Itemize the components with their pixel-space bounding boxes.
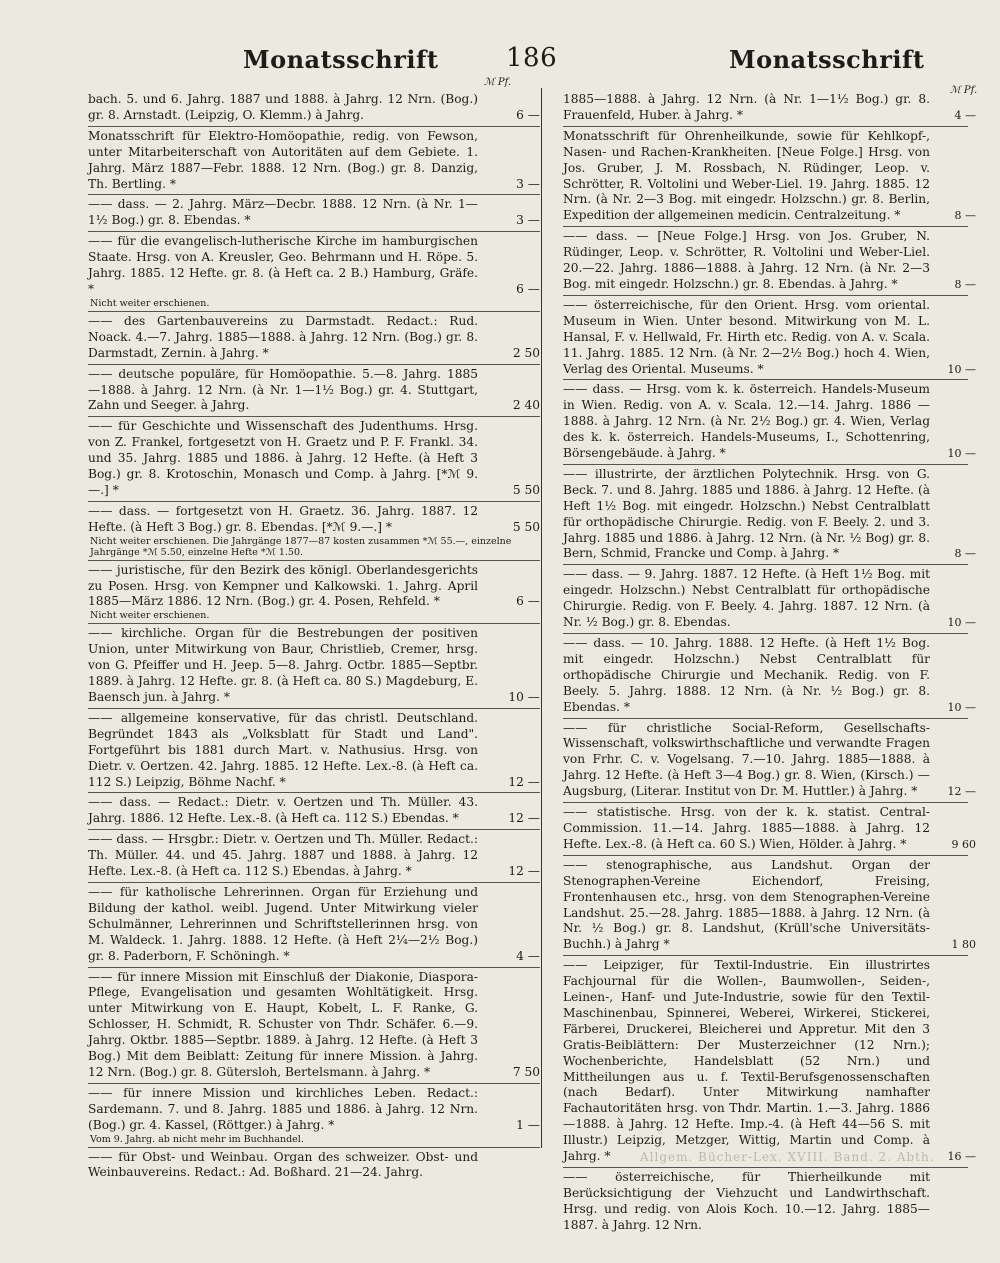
- running-head-left: Monatsschrift: [243, 45, 439, 74]
- catalog-entry: [563, 720, 976, 801]
- entry-text: —— dass. — 9. Jahrg. 1887. 12 Hefte. (à Heft 1½ Bog. mit eingedr. Holzschn.) Nebst Centralblatt für orthopädische Chirurgie. Redig. von F. Beely. 4. Jahrg. 1887. 12 Nrn. (à Nr. ½ Bog.) gr. 8. Ebendas.: [563, 567, 930, 630]
- entry-price: 12 —: [508, 774, 540, 789]
- entry-text: bach. 5. und 6. Jahrg. 1887 und 1888. à Jahrg. 12 Nrn. (Bog.) gr. 8. Arnstadt. (Leipzig, O. Klemm.) à Jahrg.: [88, 92, 478, 122]
- catalog-entry: [88, 234, 540, 298]
- entry-text: —— statistische. Hrsg. von der k. k. statist. Central-Commission. 11.—14. Jahrg. 1885—1888. à Jahrg. 12 Hefte. Lex.-8. (à Heft ca. 60 S.) Wien, Hölder. à Jahrg. *: [563, 805, 930, 851]
- entry-price: 10 —: [947, 362, 976, 376]
- entry-separator: [88, 194, 540, 195]
- entry-separator: [563, 633, 968, 634]
- entry-note: Vom 9. Jahrg. ab nicht mehr im Buchhandel.: [90, 1133, 304, 1145]
- entry-price: 12 —: [947, 785, 976, 799]
- entry-separator: [88, 416, 540, 417]
- catalog-entry: [563, 1170, 968, 1234]
- entry-separator: [563, 718, 968, 719]
- entry-separator: [563, 226, 968, 227]
- entry-price: 5 50: [512, 482, 540, 497]
- entry-separator: [88, 708, 540, 709]
- entry-separator: [88, 231, 540, 232]
- entry-text: —— illustrirte, der ärztlichen Polytechnik. Hrsg. von G. Beck. 7. und 8. Jahrg. 1885 und 1886. à Jahrg. 12 Hefte. (à Heft 1½ Bog. mit eingedr. Holzschn.) Nebst Centralblatt für orthopädische Chirurgie. Redig. von F. Beely. 2. und 3. Jahrg. 1885 und 1886. à Jahrg. 12 Nrn. (à Nr. ½ Bog) gr. 8. Bern, Schmid, Francke und Comp. à Jahrg. *: [563, 466, 930, 561]
- entry-price: 2 40: [512, 398, 540, 413]
- catalog-entry: [563, 466, 976, 562]
- entry-text: —— für Geschichte und Wissenschaft des Judenthums. Hrsg. von Z. Frankel, fortgesetzt von H. Graetz und P. F. Frankl. 34. und 35. Jahrg. 1885 und 1886. à Jahrg. 12 Hefte. (à Heft 3 Bog.) gr. 8. Krotoschin, Monasch und Comp. à Jahrg. [*ℳ 9.—.] *: [88, 419, 478, 497]
- entry-text: 1885—1888. à Jahrg. 12 Nrn. (à Nr. 1—1½ Bog.) gr. 8. Frauenfeld, Huber. à Jahrg. *: [563, 92, 930, 122]
- running-head-right: Monatsschrift: [729, 45, 925, 74]
- entry-separator: [563, 855, 968, 856]
- entry-price: 2 50: [512, 345, 540, 360]
- entry-text: —— für die evangelisch-lutherische Kirche im hamburgischen Staate. Hrsg. von A. Kreusler, Geo. Behrmann und H. Röpe. 5. Jahrg. 1885. 12 Hefte. gr. 8. (à Heft ca. 2 B.) Hamburg, Gräfe. *: [88, 234, 478, 296]
- entry-price: 4 —: [954, 108, 976, 122]
- column-divider: [541, 88, 542, 1148]
- entry-separator: [563, 802, 968, 803]
- entry-price: 1 80: [951, 938, 976, 952]
- currency-label-right: ℳ Pf.: [950, 85, 978, 96]
- entry-text: —— des Gartenbauvereins zu Darmstadt. Redact.: Rud. Noack. 4.—7. Jahrg. 1885—1888. à Jahrg. 12 Nrn. (Bog.) gr. 8. Darmstadt, Zernin. à Jahrg. *: [88, 313, 478, 360]
- entry-text: —— dass. — fortgesetzt von H. Graetz. 36. Jahrg. 1887. 12 Hefte. (à Heft 3 Bog.) gr. 8. Ebendas. [*ℳ 9.—.] *: [88, 503, 478, 534]
- left-column: [88, 92, 540, 1181]
- entry-text: Monatsschrift für Elektro-Homöopathie, redig. von Fewson, unter Mitarbeiterschaft von Autoritäten auf dem Gebiete. 1. Jahrg. März 1887—Febr. 1888. 12 Nrn. (Bog.) gr. 8. Danzig, Th. Bertling. *: [88, 128, 478, 191]
- entry-text: —— dass. — [Neue Folge.] Hrsg. von Jos. Gruber, N. Rüdinger, Leop. v. Schrötter, R. Voltolini und Weber-Liel. 20.—22. Jahrg. 1886—1888. à Jahrg. 12 Nrn. (à Nr. 2—3 Bog. mit eingedr. Holzschn.) gr. 8. Ebendas. à Jahrg. *: [563, 229, 930, 291]
- entry-text: —— dass. — 10. Jahrg. 1888. 12 Hefte. (à Heft 1½ Bog. mit eingedr. Holzschn.) Nebst Centralblatt für orthopädische Chirurgie und Mechanik. Redig. von F. Beely. 5. Jahrg. 1888. 12 Nrn. (à Nr. ½ Bog.) gr. 8. Ebendas. *: [563, 636, 930, 714]
- catalog-entry: [563, 857, 976, 953]
- entry-text: —— für katholische Lehrerinnen. Organ für Erziehung und Bildung der kathol. weibl. Jugend. Unter Mitwirkung vieler Schulmänner, Lehrerinnen und Schriftstellerinnen hrsg. von M. Waldeck. 1. Jahrg. 1888. 12 Hefte. (à Heft 2¼—2½ Bog.) gr. 8. Paderborn, F. Schöningh. *: [88, 884, 478, 963]
- catalog-entry: [88, 795, 540, 827]
- catalog-entry: [88, 885, 540, 965]
- entry-price: 3 —: [516, 213, 540, 228]
- catalog-entry: [88, 419, 540, 499]
- catalog-entry: [563, 805, 976, 853]
- page-header: [0, 40, 1000, 80]
- catalog-entry: [563, 958, 976, 1165]
- bleed-through-text: Allgem. Bücher-Lex. XVIII. Band. 2. Abth.: [640, 1150, 935, 1164]
- entry-text: —— für innere Mission mit Einschluß der Diakonie, Diaspora-Pflege, Evangelisation und gesamten Wohltätigkeit. Hrsg. unter Mitwirkung von E. Haupt, Kobelt, L. F. Ranke, G. Schlosser, H. Schmidt, R. Schuster von Thdr. Schäfer. 6.—9. Jahrg. Oktbr. 1885—Septbr. 1889. à Jahrg. 12 Hefte. (à Heft 3 Bog.) Mit dem Beiblatt: Zeitung für innere Mission. à Jahrg. 12 Nrn. (Bog.) gr. 8. Gütersloh, Bertelsmann. à Jahrg. *: [88, 969, 478, 1079]
- entry-separator: [563, 955, 968, 956]
- catalog-entry: [88, 1086, 540, 1134]
- entry-text: Monatsschrift für Ohrenheilkunde, sowie für Kehlkopf-, Nasen- und Rachen-Krankheiten. [Neue Folge.] Hrsg. von Jos. Gruber, J. M. Rossbach, N. Rüdinger, Leop. v. Schrötter, R. Voltolini und Weber-Liel. 19. Jahrg. 1885. 12 Nrn. (à Nr. 2—3 Bog. mit eingedr. Holzschn.) gr. 8. Berlin, Expedition der allgemeinen medicin. Centralzeitung. *: [563, 128, 930, 223]
- entry-separator: [88, 1147, 540, 1148]
- entry-price: 3 —: [516, 176, 540, 191]
- entry-separator: [88, 967, 540, 968]
- entry-text: —— österreichische, für Thierheilkunde mit Berücksichtigung der Viehzucht und Landwirthschaft. Hrsg. und redig. von Alois Koch. 10.—12. Jahrg. 1885—1887. à Jahrg. 12 Nrn.: [563, 1170, 930, 1232]
- entry-price: 8 —: [954, 277, 976, 291]
- entry-price: 7 50: [512, 1064, 540, 1079]
- entry-text: —— deutsche populäre, für Homöopathie. 5.—8. Jahrg. 1885 —1888. à Jahrg. 12 Nrn. (à Nr. 1—1½ Bog.) gr. 4. Stuttgart, Zahn und Seeger. à Jahrg.: [88, 366, 478, 413]
- entry-text: —— für innere Mission und kirchliches Leben. Redact.: Sardemann. 7. und 8. Jahrg. 1885 und 1886. à Jahrg. 12 Nrn. (Bog.) gr. 4. Kassel, (Röttger.) à Jahrg. *: [88, 1085, 478, 1132]
- entry-text: —— für Obst- und Weinbau. Organ des schweizer. Obst- und Weinbauvereins. Redact.: Ad. Boßhard. 21—24. Jahrg.: [88, 1149, 478, 1180]
- entry-separator: [563, 379, 968, 380]
- catalog-entry: [88, 197, 540, 229]
- entry-price: 12 —: [508, 811, 540, 826]
- catalog-entry: [88, 563, 540, 611]
- entry-separator: [88, 560, 540, 561]
- catalog-entry: [563, 297, 976, 378]
- entry-price: 4 —: [516, 948, 540, 963]
- catalog-entry: [88, 711, 540, 791]
- entry-separator: [88, 623, 540, 624]
- entry-text: —— kirchliche. Organ für die Bestrebungen der positiven Union, unter Mitwirkung von Baur, Christlieb, Cremer, hrsg. von G. Pfeiffer und H. Jeep. 5—8. Jahrg. Octbr. 1885—Septbr. 1889. à Jahrg. 12 Hefte. gr. 8. (à Heft ca. 80 S.) Magdeburg, E. Baensch jun. à Jahrg. *: [88, 626, 478, 704]
- catalog-entry: [88, 92, 540, 124]
- catalog-entry: [563, 636, 976, 716]
- catalog-entry: [88, 1150, 540, 1182]
- entry-note: Nicht weiter erschienen. Die Jahrgänge 1877—87 kosten zusammen *ℳ 55.—, einzelne Jahrgänge *ℳ 5.50, einzelne Hefte *ℳ 1.50.: [90, 535, 512, 558]
- entry-text: —— dass. — 2. Jahrg. März—Decbr. 1888. 12 Nrn. (à Nr. 1—1½ Bog.) gr. 8. Ebendas. *: [88, 197, 478, 228]
- entry-separator: [563, 126, 968, 127]
- entry-text: —— dass. — Hrsg. vom k. k. österreich. Handels-Museum in Wien. Redig. von A. v. Scala. 12.—14. Jahrg. 1886 —1888. à Jahrg. 12 Nrn. (à Nr. 2½ Bog.) gr. 4. Wien, Verlag des k. k. österreich. Handels-Museums, I., Schottenring, Börsengebäude. à Jahrg. *: [563, 382, 930, 461]
- entry-separator: [88, 501, 540, 502]
- entry-separator: [88, 1083, 540, 1084]
- currency-label-left: ℳ Pf.: [484, 77, 512, 88]
- entry-price: 6 —: [516, 281, 540, 296]
- entry-text: —— Leipziger, für Textil-Industrie. Ein illustrirtes Fachjournal für die Wollen-, Baumwollen-, Seiden-, Leinen-, Hanf- und Jute-Industrie, sowie für den Textil-Maschinenbau, Spinnerei, Weberei, Wirkerei, Stickerei, Färberei, Druckerei, Bleicherei und Appretur. Mit den 3 Gratis-Beiblättern: Der Musterzeichner (12 Nrn.); Wochenberichte, Handelsblatt (52 Nrn.) und Mittheilungen aus u. f. Textil-Berufsgenossenschaften (nach Bedarf). Unter Mitwirkung namhafter Fachautoritäten hrsg. von Thdr. Martin. 1.—3. Jahrg. 1886—1888. à Jahrg. 12 Hefte. Imp.-4. (à Heft 44—56 S. mit Illustr.) Leipzig, Metzger, Wittig, Martin und Comp. à Jahrg. *: [563, 958, 930, 1164]
- entry-text: —— dass. — Hrsgbr.: Dietr. v. Oertzen und Th. Müller. Redact.: Th. Müller. 44. und 45. Jahrg. 1887 und 1888. à Jahrg. 12 Hefte. Lex.-8. (à Heft ca. 112 S.) Ebendas. à Jahrg. *: [88, 832, 478, 879]
- right-column: [563, 92, 976, 1234]
- entry-price: 12 —: [508, 864, 540, 879]
- entry-price: 5 50: [512, 519, 540, 534]
- entry-price: 8 —: [954, 209, 976, 223]
- entry-separator: [88, 126, 540, 127]
- entry-price: 10 —: [947, 616, 976, 630]
- entry-separator: [88, 311, 540, 312]
- entry-text: —— dass. — Redact.: Dietr. v. Oertzen und Th. Müller. 43. Jahrg. 1886. 12 Hefte. Lex.-8. (à Heft ca. 112 S.) Ebendas. *: [88, 795, 478, 826]
- entry-price: 8 —: [954, 547, 976, 561]
- page-number: 186: [506, 43, 558, 73]
- catalog-entry: [88, 970, 540, 1081]
- entry-price: 10 —: [508, 690, 540, 704]
- catalog-entry: [88, 626, 540, 706]
- catalog-entry: [88, 832, 540, 880]
- entry-price: 1 —: [516, 1117, 540, 1132]
- catalog-entry: [563, 128, 976, 224]
- catalog-entry: [88, 129, 540, 193]
- entry-separator: [88, 364, 540, 365]
- entry-price: 9 60: [951, 837, 976, 851]
- catalog-entry: [563, 567, 976, 631]
- entry-separator: [563, 1167, 968, 1168]
- entry-separator: [88, 829, 540, 830]
- entry-separator: [563, 564, 968, 565]
- catalog-entry: [563, 229, 976, 293]
- entry-text: —— für christliche Social-Reform, Gesellschafts-Wissenschaft, volkswirthschaftliche und verwandte Fragen von Frhr. C. v. Vogelsang. 7.—10. Jahrg. 1885—1888. à Jahrg. 12 Hefte. (à Heft 3—4 Bog.) gr. 8. Wien, (Kirsch.) — Augsburg, (Literar. Institut von Dr. M. Huttler.) à Jahrg. *: [563, 720, 930, 799]
- entry-text: —— österreichische, für den Orient. Hrsg. vom oriental. Museum in Wien. Unter besond. Mitwirkung von M. L. Hansal, F. v. Hellwald, Fr. Hirth etc. Redig. von A. v. Scala. 11. Jahrg. 1885. 12 Nrn. (à Nr. 2—2½ Bog.) hoch 4. Wien, Verlag des Oriental. Museums. *: [563, 297, 930, 376]
- entry-price: 6 —: [516, 594, 540, 609]
- catalog-entry: [88, 367, 540, 415]
- entry-text: —— juristische, für den Bezirk des königl. Oberlandesgerichts zu Posen. Hrsg. von Kempner und Kalkowski. 1. Jahrg. April 1885—März 1886. 12 Nrn. (Bog.) gr. 4. Posen, Rehfeld. *: [88, 562, 478, 609]
- entry-price: 10 —: [947, 700, 976, 714]
- entry-price: 6 —: [516, 107, 540, 122]
- catalog-entry: [88, 504, 540, 536]
- entry-text: —— stenographische, aus Landshut. Organ der Stenographen-Vereine Eichendorf, Freising, Frontenhausen etc., hrsg. von dem Stenographen-Vereine Landshut. 25.—28. Jahrg. 1885—1888. à Jahrg. 12 Nrn. (à Nr. ½ Bog.) gr. 8. Landshut, (Krüll'sche Universitäts-Buchh.) à Jahrg *: [563, 857, 930, 952]
- entry-price: 16 —: [947, 1150, 976, 1164]
- entry-separator: [563, 295, 968, 296]
- catalog-entry: [563, 92, 976, 124]
- entry-separator: [563, 464, 968, 465]
- entry-price: 10 —: [947, 447, 976, 461]
- catalog-entry: [563, 382, 976, 462]
- entry-separator: [88, 882, 540, 883]
- catalog-entry: [88, 314, 540, 362]
- entry-text: —— allgemeine konservative, für das christl. Deutschland. Begründet 1843 als „Volksblatt für Stadt und Land". Fortgeführt bis 1881 durch Mart. v. Nathusius. Hrsg. von Dietr. v. Oertzen. 42. Jahrg. 1885. 12 Hefte. Lex.-8. (à Heft ca. 112 S.) Leipzig, Böhme Nachf. *: [88, 710, 478, 789]
- entry-note: Nicht weiter erschienen.: [90, 610, 210, 622]
- entry-note: Nicht weiter erschienen.: [90, 297, 210, 309]
- entry-separator: [88, 792, 540, 793]
